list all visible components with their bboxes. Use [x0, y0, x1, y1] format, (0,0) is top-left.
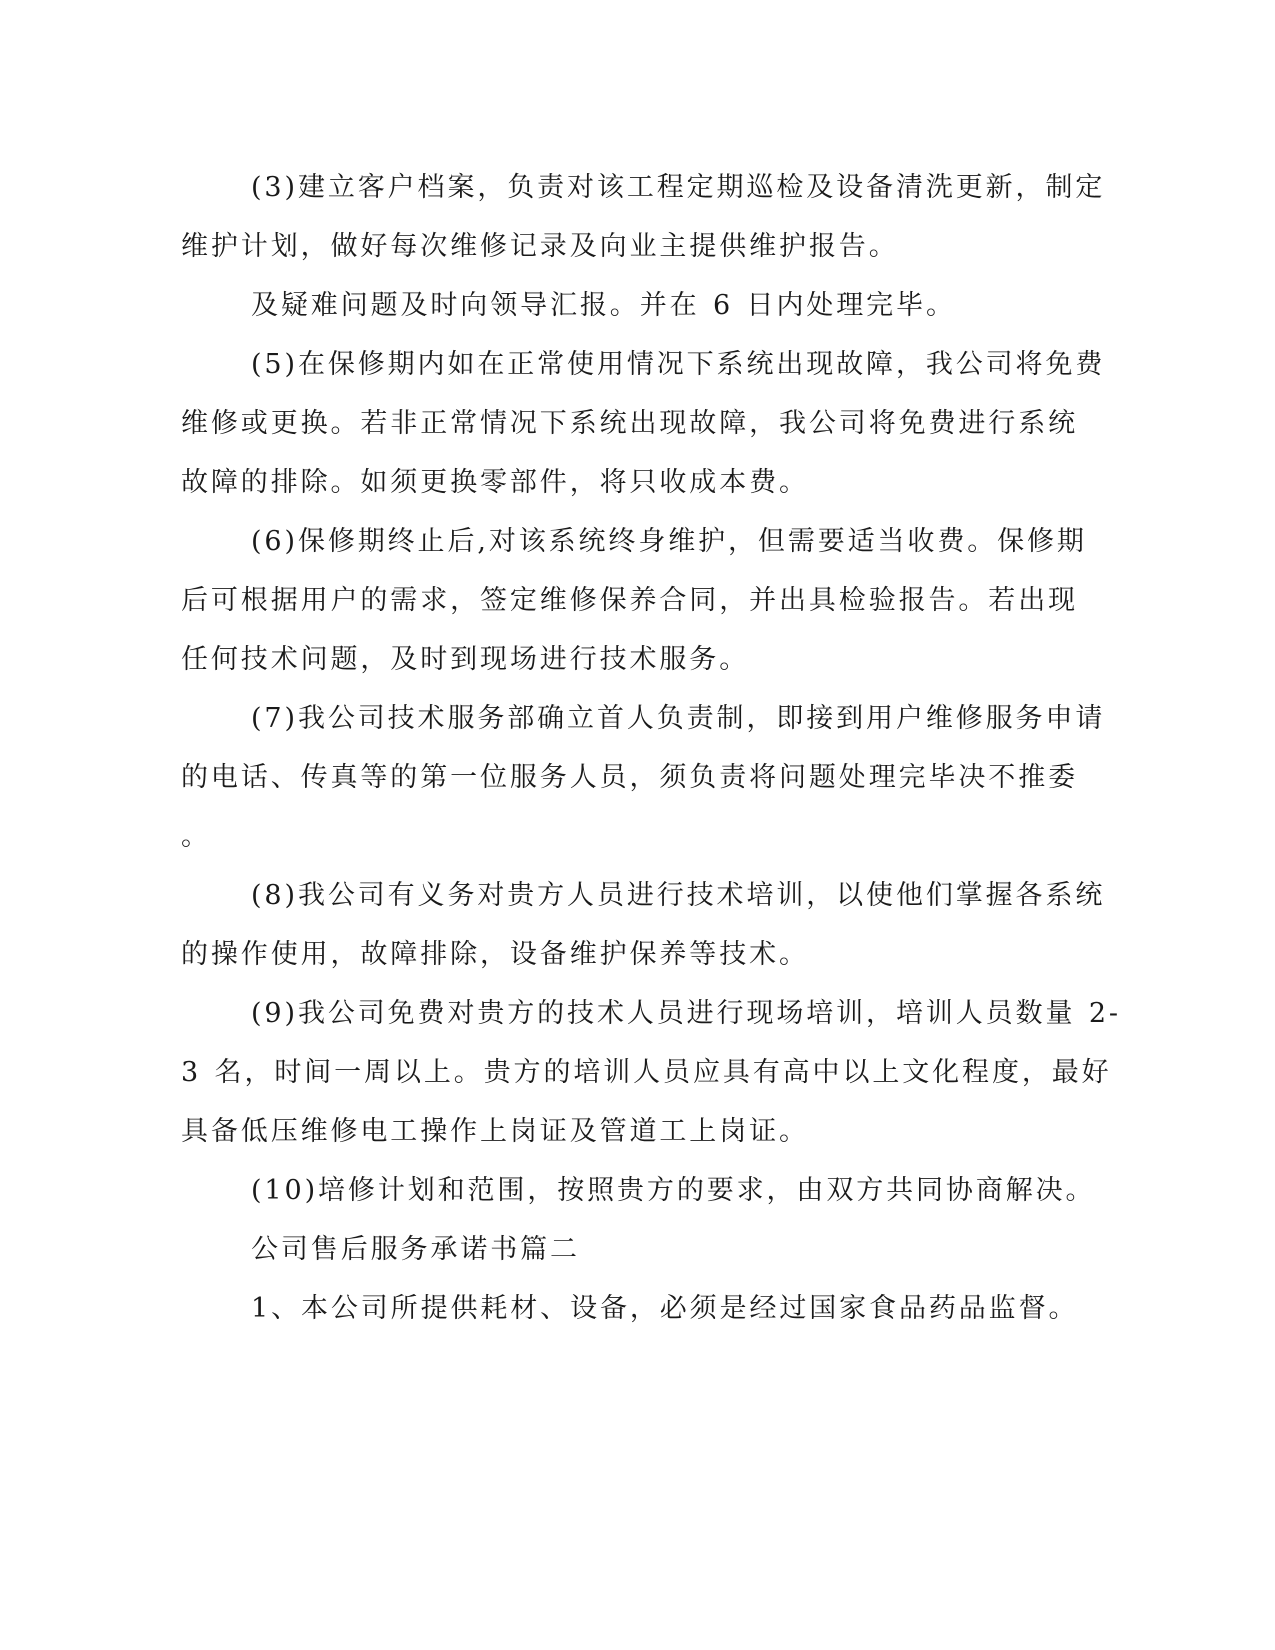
paragraph-9-line-3: 具备低压维修电工操作上岗证及管道工上岗证。	[181, 1116, 809, 1147]
paragraph-3-line-2: 维护计划，做好每次维修记录及向业主提供维护报告。	[181, 231, 899, 262]
paragraph-5-line-3: 故障的排除。如须更换零部件，将只收成本费。	[181, 467, 809, 498]
paragraph-7-line-1: (7)我公司技术服务部确立首人负责制，即接到用户维修服务申请	[251, 703, 1106, 734]
section-heading: 公司售后服务承诺书篇二	[251, 1234, 580, 1265]
paragraph-8-line-2: 的操作使用，故障排除，设备维护保养等技术。	[181, 939, 809, 970]
paragraph-7-line-2: 的电话、传真等的第一位服务人员，须负责将问题处理完毕决不推委	[181, 762, 1078, 793]
paragraph-4-line-1: 及疑难问题及时向领导汇报。并在 6 日内处理完毕。	[251, 290, 956, 321]
paragraph-6-line-1: (6)保修期终止后,对该系统终身维护，但需要适当收费。保修期	[251, 526, 1087, 557]
paragraph-9-line-2: 3 名，时间一周以上。贵方的培训人员应具有高中以上文化程度，最好	[181, 1057, 1112, 1088]
paragraph-3-line-1: (3)建立客户档案，负责对该工程定期巡检及设备清洗更新，制定	[251, 172, 1106, 203]
document-body	[181, 158, 1121, 1338]
paragraph-5-line-1: (5)在保修期内如在正常使用情况下系统出现故障，我公司将免费	[251, 349, 1106, 380]
paragraph-7-line-3: 。	[181, 821, 211, 852]
paragraph-6-line-2: 后可根据用户的需求，签定维修保养合同，并出具检验报告。若出现	[181, 585, 1078, 616]
item-1-line-1: 1、本公司所提供耗材、设备，必须是经过国家食品药品监督。	[251, 1293, 1079, 1324]
paragraph-8-line-1: (8)我公司有义务对贵方人员进行技术培训，以使他们掌握各系统	[251, 880, 1106, 911]
paragraph-5-line-2: 维修或更换。若非正常情况下系统出现故障，我公司将免费进行系统	[181, 408, 1078, 439]
paragraph-9-line-1: (9)我公司免费对贵方的技术人员进行现场培训，培训人员数量 2-	[251, 998, 1121, 1029]
paragraph-6-line-3: 任何技术问题，及时到现场进行技术服务。	[181, 644, 750, 675]
paragraph-10-line-1: (10)培修计划和范围，按照贵方的要求，由双方共同协商解决。	[251, 1175, 1096, 1206]
